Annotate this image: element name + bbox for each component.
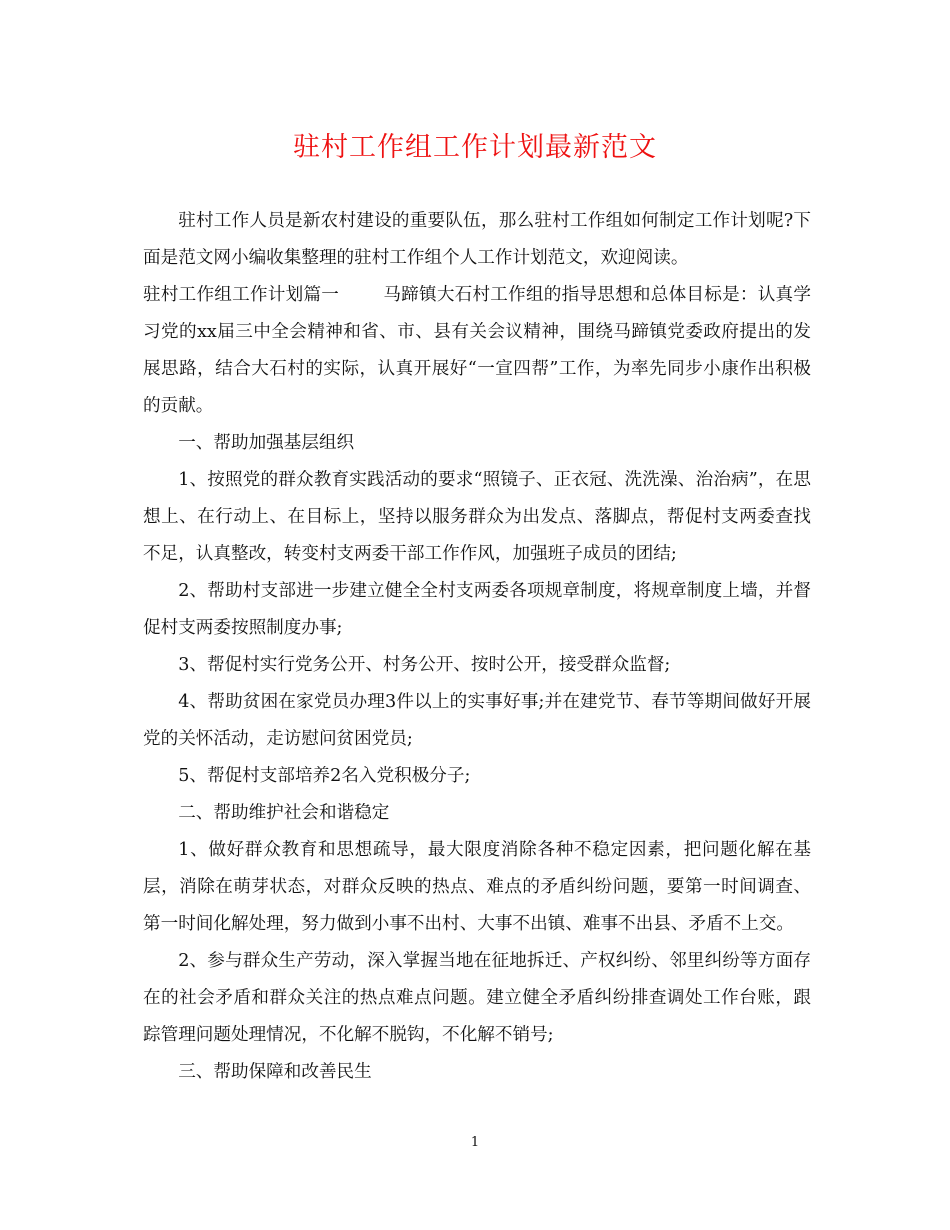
- list-item-2-1: 1、做好群众教育和思想疏导，最大限度消除各种不稳定因素，把问题化解在基层，消除在萌芽状态，对群众反映的热点、难点的矛盾纠纷问题，要第一时间调查、第一时间化解处理，努力做到小事不出村、大事不出镇、难事不出县、矛盾不上交。: [143, 840, 811, 934]
- list-item-1-5: 5、帮促村支部培养2名入党积极分子;: [178, 766, 471, 786]
- part-one-paragraph: [143, 277, 811, 425]
- list-item-1-2: 2、帮助村支部进一步建立健全全村支两委各项规章制度，将规章制度上墙，并督促村支两委按照制度办事;: [143, 581, 811, 638]
- section-heading-3: 三、帮助保障和改善民生: [178, 1062, 372, 1082]
- intro-paragraph: 驻村工作人员是新农村建设的重要队伍，那么驻村工作组如何制定工作计划呢?下面是范文网小编收集整理的驻村工作组个人工作计划范文，欢迎阅读。: [143, 211, 811, 268]
- section-heading-1: 一、帮助加强基层组织: [178, 433, 355, 453]
- page-number: 1: [470, 1135, 480, 1150]
- document-body: [143, 203, 811, 1091]
- part-label: 驻村工作组工作计划篇一: [143, 285, 340, 305]
- list-item-1-4: 4、帮助贫困在家党员办理3件以上的实事好事;并在建党节、春节等期间做好开展党的关怀活动，走访慰问贫困党员;: [143, 692, 811, 749]
- part-text: 马蹄镇大石村工作组的指导思想和总体目标是：认真学习党的xx届三中全会精神和省、市、县有关会议精神，围绕马蹄镇党委政府提出的发展思路，结合大石村的实际，认真开展好“一宣四帮”工作，为率先同步小康作出积极的贡献。: [143, 285, 811, 416]
- list-item-2-2: 2、参与群众生产劳动，深入掌握当地在征地拆迁、产权纠纷、邻里纠纷等方面存在的社会矛盾和群众关注的热点难点问题。建立健全矛盾纠纷排查调处工作台账，跟踪管理问题处理情况，不化解不脱钩，不化解不销号;: [143, 951, 811, 1045]
- list-item-1-3: 3、帮促村实行党务公开、村务公开、按时公开，接受群众监督;: [178, 655, 671, 675]
- section-heading-2: 二、帮助维护社会和谐稳定: [178, 803, 390, 823]
- document-title: 驻村工作组工作计划最新范文: [293, 132, 657, 163]
- list-item-1-1: 1、按照党的群众教育实践活动的要求“照镜子、正衣冠、洗洗澡、治治病”，在思想上、在行动上、在目标上，坚持以服务群众为出发点、落脚点，帮促村支两委查找不足，认真整改，转变村支两委干部工作作风，加强班子成员的团结;: [143, 470, 811, 564]
